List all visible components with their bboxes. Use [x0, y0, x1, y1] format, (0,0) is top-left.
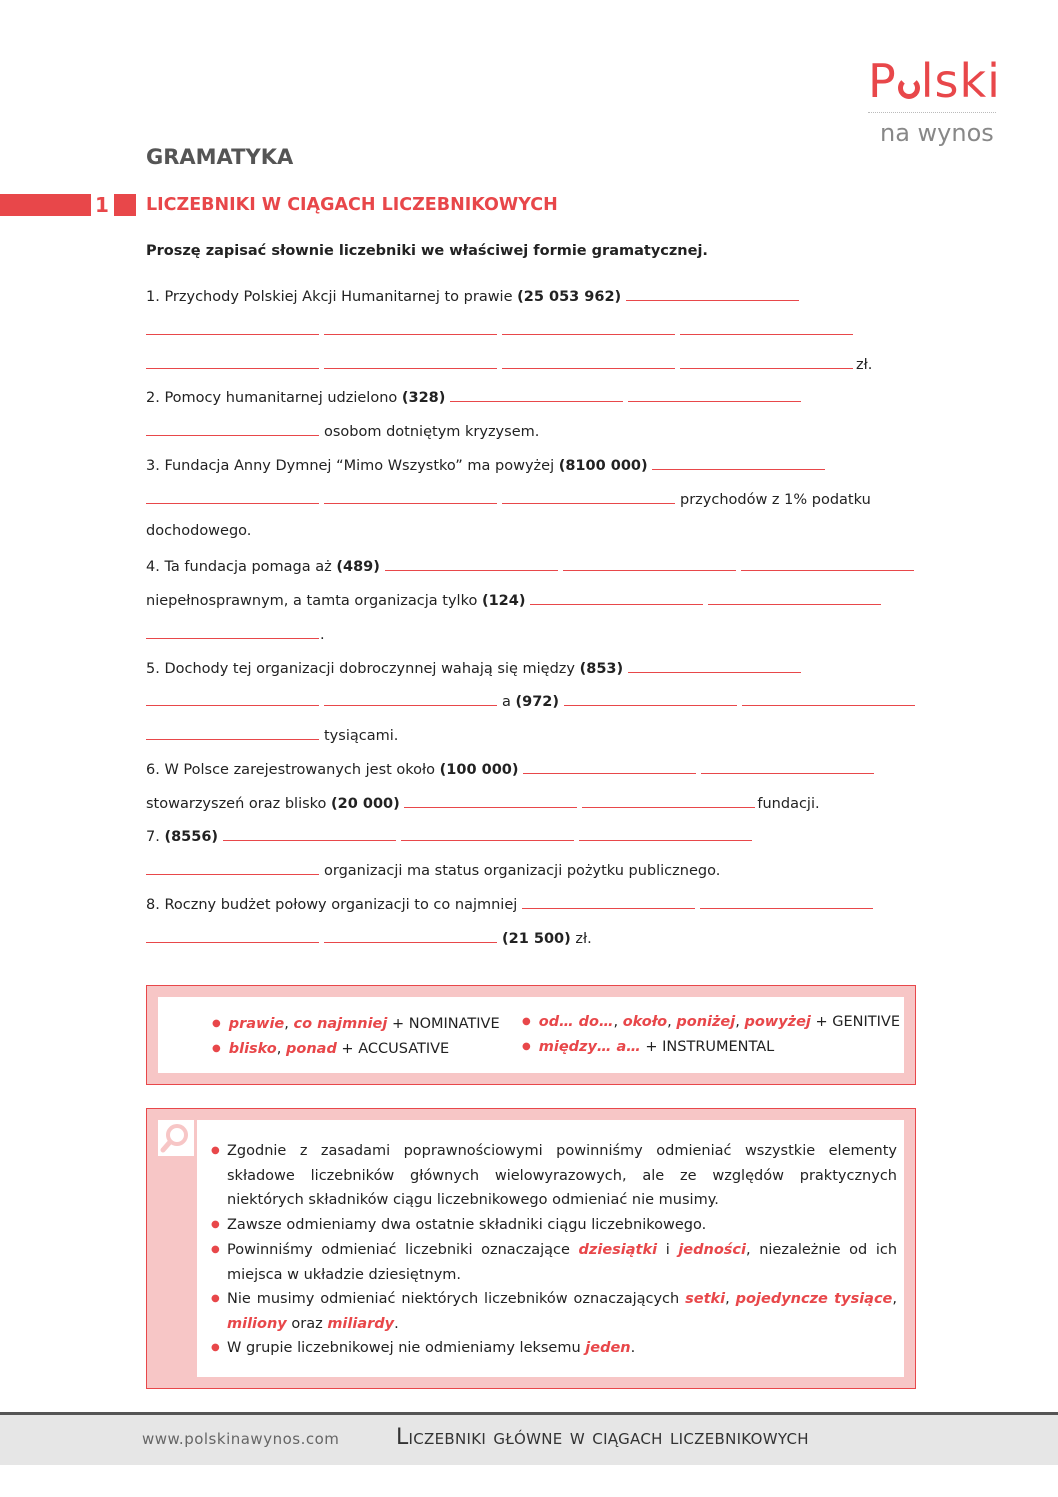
magnifier-icon [158, 1120, 194, 1156]
answer-blank[interactable] [579, 826, 752, 841]
rule-item: ● między… a… + INSTRUMENTAL [522, 1039, 775, 1055]
answer-blank[interactable] [401, 826, 574, 841]
answer-blank[interactable] [628, 658, 801, 673]
category-heading: GRAMATYKA [146, 145, 294, 169]
bullet-icon: ● [211, 1145, 220, 1156]
bullet-icon: ● [212, 1043, 221, 1054]
section-number: 1 [95, 193, 109, 217]
bullet-icon: ● [522, 1041, 531, 1052]
exercise-line: . [146, 624, 325, 644]
rule-item: ● blisko, ponad + ACCUSATIVE [212, 1041, 450, 1057]
rule-item: ● prawie, co najmniej + NOMINATIVE [212, 1016, 500, 1032]
answer-blank[interactable] [146, 928, 319, 943]
answer-blank[interactable] [146, 624, 319, 639]
notes-box [146, 1108, 916, 1389]
exercise-line: 3. Fundacja Anny Dymnej “Mimo Wszystko” ma powyżej (8100 000) [146, 455, 830, 475]
bullet-icon: ● [211, 1342, 220, 1353]
bullet-icon: ● [211, 1244, 220, 1255]
answer-blank[interactable] [146, 860, 319, 875]
bullet-icon: ● [211, 1219, 220, 1230]
answer-blank[interactable] [708, 590, 881, 605]
note-item: ● Nie musimy odmieniać niektórych liczebników oznaczających setki, pojedyncze tysiące, miliony oraz miliardy. [227, 1287, 897, 1336]
section-title: LICZEBNIKI W CIĄGACH LICZEBNIKOWYCH [146, 195, 558, 215]
footer-url[interactable]: www.polskinawynos.com [142, 1430, 340, 1448]
answer-blank[interactable] [582, 793, 755, 808]
exercise-line: niepełnosprawnym, a tamta organizacja tylko (124) [146, 590, 886, 610]
exercise-line: 6. W Polsce zarejestrowanych jest około (100 000) [146, 759, 879, 779]
footer-title: Liczebniki główne w ciągach liczebnikowych [396, 1425, 809, 1450]
brand-logo [868, 54, 1001, 108]
answer-blank[interactable] [324, 691, 497, 706]
answer-blank[interactable] [146, 354, 319, 369]
rules-panel [158, 997, 904, 1073]
exercise-line: 5. Dochody tej organizacji dobroczynnej wahają się między (853) [146, 658, 806, 678]
note-item: ● Zawsze odmieniamy dwa ostatnie składniki ciągu liczebnikowego. [227, 1213, 897, 1238]
answer-blank[interactable] [680, 354, 853, 369]
instruction: Proszę zapisać słownie liczebniki we właściwej formie gramatycznej. [146, 243, 708, 259]
answer-blank[interactable] [502, 489, 675, 504]
rules-box [146, 985, 916, 1085]
answer-blank[interactable] [450, 387, 623, 402]
exercise-line: 1. Przychody Polskiej Akcji Humanitarnej to prawie (25 053 962) [146, 286, 804, 306]
answer-blank[interactable] [523, 759, 696, 774]
answer-blank[interactable] [146, 725, 319, 740]
answer-blank[interactable] [324, 320, 497, 335]
answer-blank[interactable] [502, 354, 675, 369]
answer-blank[interactable] [146, 320, 319, 335]
exercise-line [146, 320, 858, 340]
exercise-line: dochodowego. [146, 523, 252, 539]
answer-blank[interactable] [742, 691, 915, 706]
exercise-line: 7. (8556) [146, 826, 757, 846]
answer-blank[interactable] [324, 928, 497, 943]
bullet-icon: ● [211, 1293, 220, 1304]
exercise-line: 4. Ta fundacja pomaga aż (489) [146, 556, 919, 576]
answer-blank[interactable] [324, 354, 497, 369]
note-item: ● W grupie liczebnikowej nie odmieniamy leksemu jeden. [227, 1336, 897, 1361]
answer-blank[interactable] [223, 826, 396, 841]
note-item: ● Powinniśmy odmieniać liczebniki oznaczające dziesiątki i jedności, niezależnie od ich miejsca w układzie dziesiętnym. [227, 1238, 897, 1287]
answer-blank[interactable] [564, 691, 737, 706]
answer-blank[interactable] [502, 320, 675, 335]
exercise-line: tysiącami. [146, 725, 398, 745]
answer-blank[interactable] [404, 793, 577, 808]
answer-blank[interactable] [146, 489, 319, 504]
exercise-line: osobom dotniętym kryzysem. [146, 421, 539, 441]
rule-item: ● od… do…, około, poniżej, powyżej + GENITIVE [522, 1014, 901, 1030]
answer-blank[interactable] [626, 286, 799, 301]
answer-blank[interactable] [563, 556, 736, 571]
answer-blank[interactable] [146, 421, 319, 436]
bullet-icon: ● [522, 1016, 531, 1027]
exercise-line: stowarzyszeń oraz blisko (20 000) fundacji. [146, 793, 820, 813]
bullet-icon: ● [212, 1018, 221, 1029]
logo-subtitle: na wynos [880, 119, 994, 147]
answer-blank[interactable] [701, 759, 874, 774]
exercise-line: 2. Pomocy humanitarnej udzielono (328) [146, 387, 806, 407]
logo-o-icon [898, 77, 920, 99]
exercise-line: 8. Roczny budżet połowy organizacji to co najmniej [146, 894, 878, 914]
section-marker [114, 194, 136, 216]
exercise-line: a (972) [146, 691, 920, 711]
exercise-line: zł. [146, 354, 872, 374]
answer-blank[interactable] [522, 894, 695, 909]
answer-blank[interactable] [324, 489, 497, 504]
answer-blank[interactable] [652, 455, 825, 470]
answer-blank[interactable] [628, 387, 801, 402]
note-item: ● Zgodnie z zasadami poprawnościowymi powinniśmy odmieniać wszystkie elementy składowe liczebników głównych wielowyrazowych, ale ze względów praktycznych niektórych składników ciągu liczebnikowego odmieniać nie musimy. [227, 1139, 897, 1213]
answer-blank[interactable] [146, 691, 319, 706]
section-bar [0, 194, 91, 216]
logo-text-end: lski [920, 54, 1001, 108]
exercise-line: organizacji ma status organizacji pożytku publicznego. [146, 860, 720, 880]
answer-blank[interactable] [530, 590, 703, 605]
exercise-line: (21 500) zł. [146, 928, 592, 948]
answer-blank[interactable] [680, 320, 853, 335]
answer-blank[interactable] [385, 556, 558, 571]
logo-text-start: P [868, 54, 897, 108]
exercise-line: przychodów z 1% podatku [146, 489, 871, 509]
answer-blank[interactable] [741, 556, 914, 571]
answer-blank[interactable] [700, 894, 873, 909]
logo-divider [868, 112, 996, 113]
